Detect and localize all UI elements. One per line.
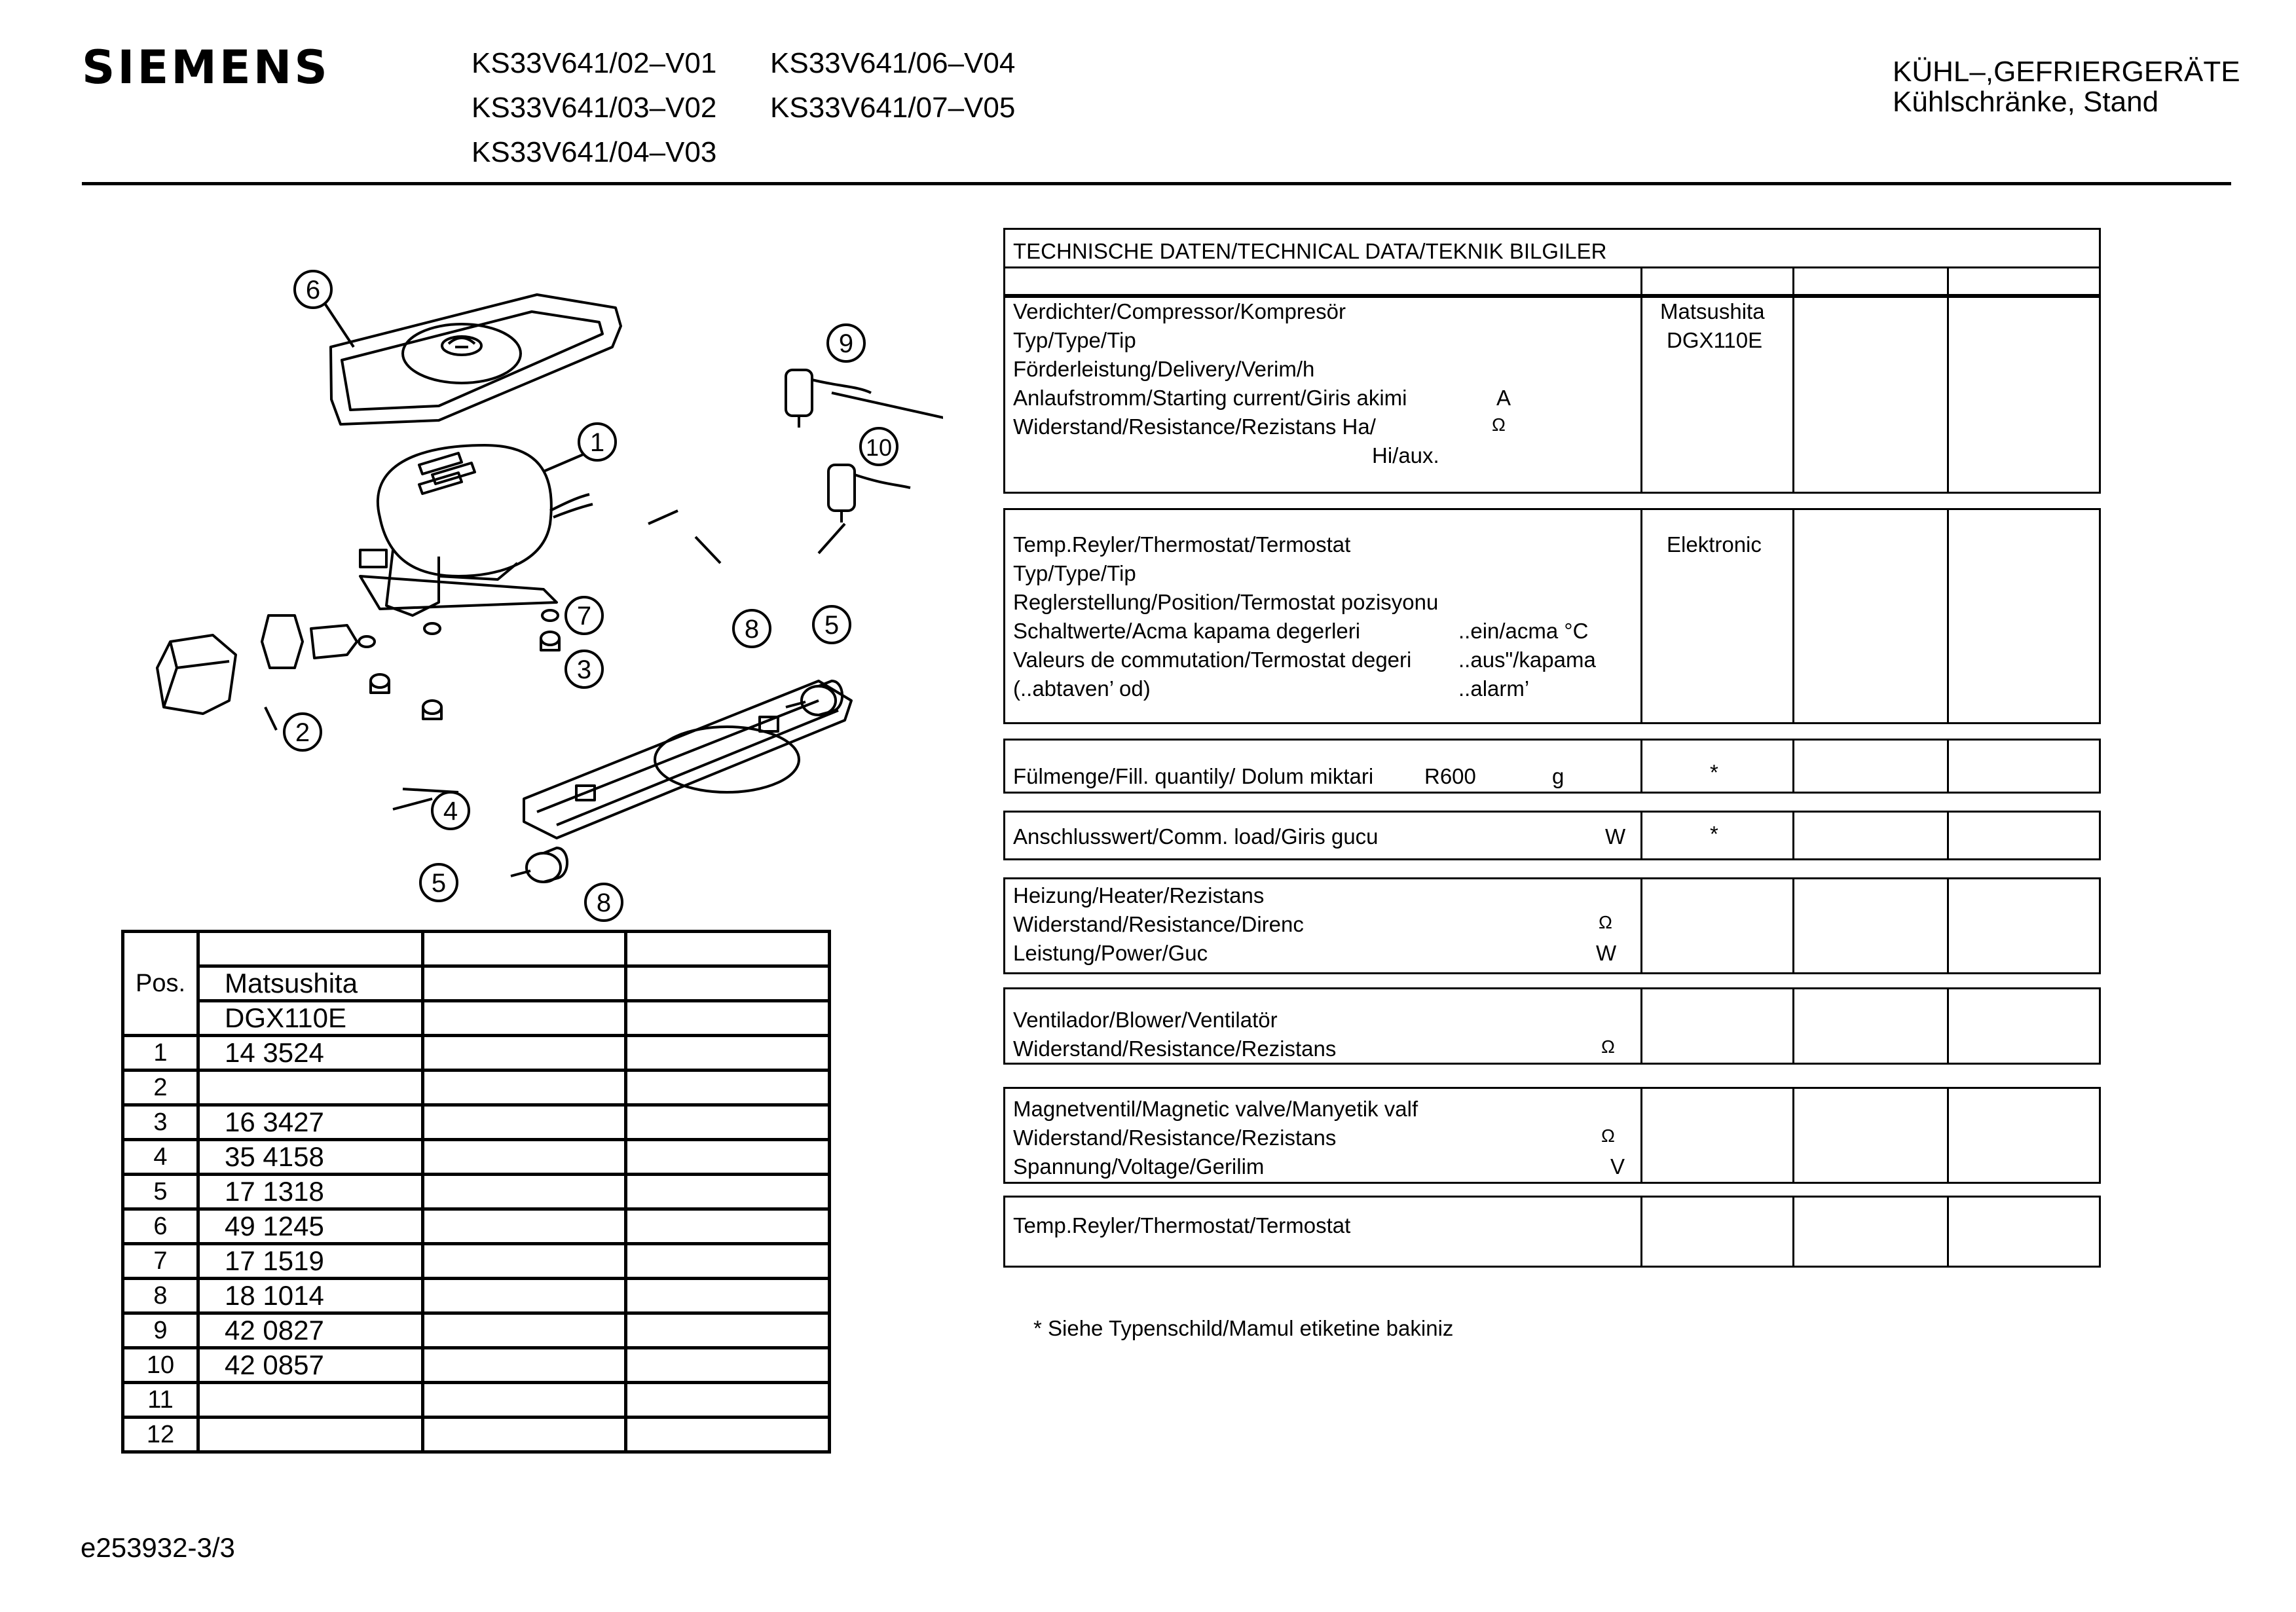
resistance-aux-label: Hi/aux. [1372,443,1439,467]
category-title: KÜHL–,GEFRIERGERÄTE [1893,56,2240,88]
callout-9 [828,325,864,361]
table-row: 8 18 1014 [123,1279,830,1313]
voltage-label: Spannung/Voltage/Gerilim [1013,1154,1265,1179]
unit-watt: W [1605,824,1626,849]
thermostat2-spec-block [1003,1196,2101,1268]
thermostat-spec-block [1003,508,2101,724]
compressor-label: Verdichter/Compressor/Kompresör [1013,299,1346,323]
parts-position-table [121,930,831,1454]
magnetic-valve-spec-block [1003,1087,2101,1184]
resistance-label: Widerstand/Resistance/Direnc [1013,912,1304,936]
heater-spec-block [1003,877,2101,974]
callout-5 [420,864,457,901]
on-suffix: ..ein/acma °C [1458,619,1589,643]
resistance-label: Widerstand/Resistance/Rezistans [1013,1036,1337,1061]
svg-text:4: 4 [443,797,458,826]
resistance-label: Widerstand/Resistance/Rezistans Ha/ [1013,414,1376,439]
svg-text:5: 5 [431,869,447,898]
table-row: 9 42 0827 [123,1313,830,1348]
unit-volt: V [1610,1154,1625,1179]
table-row: 10 42 0857 [123,1348,830,1383]
fill-quantity-block [1003,739,2101,794]
unit-ampere: A [1496,386,1511,410]
callout-10 [861,428,897,465]
table-row: 1 14 3524 [123,1036,830,1071]
table-row: 11 [123,1383,830,1418]
model-number: KS33V641/03–V02 [472,92,717,124]
comm-load-label: Anschlusswert/Comm. load/Giris gucu [1013,824,1379,849]
table-row: 6 49 1245 [123,1209,830,1244]
drip-tray-part [331,295,621,424]
comm-load-block [1003,811,2101,860]
svg-text:7: 7 [576,602,592,631]
comm-load-value: * [1710,822,1718,846]
alarm-suffix: ..alarm’ [1458,676,1530,701]
table-row: 3 16 3427 [123,1105,830,1140]
grommets-part [359,610,559,719]
callout-6 [295,271,331,308]
callout-1 [579,424,616,460]
compressor-brand-value: Matsushita [1660,299,1765,323]
blower-label: Ventilador/Blower/Ventilatör [1013,1008,1278,1032]
svg-text:8: 8 [596,888,612,917]
header-divider [82,182,2231,185]
thermostat-label: Temp.Reyler/Thermostat/Termostat [1013,1213,1351,1237]
callout-4 [432,792,469,829]
switch-values-label: Schaltwerte/Acma kapama degerleri [1013,619,1361,643]
pos-header: Pos. [123,932,198,1036]
model-number: KS33V641/02–V01 [472,47,717,79]
resistance-label: Widerstand/Resistance/Rezistans [1013,1126,1337,1150]
compressor-type-value: DGX110E [1667,328,1763,352]
type-plate-note: * Siehe Typenschild/Mamul etiketine bakiniz [1033,1316,1454,1340]
relay-cover-part [157,615,357,714]
compressor-spec-block [1003,296,2101,494]
magnetic-valve-label: Magnetventil/Magnetic valve/Manyetik valf [1013,1097,1418,1121]
unit-ohm: Ω [1599,912,1612,932]
svg-text:6: 6 [305,276,321,304]
unit-gram: g [1552,764,1565,788]
delivery-label: Förderleistung/Delivery/Verim/h [1013,357,1315,381]
off-suffix: ..aus"/kapama [1458,648,1596,672]
heater-label: Heizung/Heater/Rezistans [1013,883,1265,907]
category-subtitle: Kühlschränke, Stand [1893,86,2159,118]
table-row: 2 [123,1071,830,1105]
tech-data-title-box [1003,228,2101,268]
model-number: KS33V641/07–V05 [770,92,1016,124]
brand-logo: SIEMENS [82,41,330,94]
document-id: e253932-3/3 [81,1532,235,1563]
model-number: KS33V641/04–V03 [472,136,717,168]
fill-quantity-label: Fülmenge/Fill. quantily/ Dolum miktari [1013,764,1374,788]
table-row: 4 35 4158 [123,1140,830,1175]
type-label: Typ/Type/Tip [1013,561,1136,585]
unit-ohm: Ω [1601,1126,1615,1146]
thermostat-label: Temp.Reyler/Thermostat/Termostat [1013,532,1351,557]
unit-watt: W [1596,941,1617,965]
compressor-brand-header: Matsushita [198,966,423,1001]
blower-spec-block [1003,987,2101,1065]
compressor-type-header: DGX110E [198,1001,423,1036]
unit-ohm: Ω [1601,1036,1615,1057]
tech-data-column-header [1003,268,2101,296]
table-row: 12 [123,1418,830,1452]
refrigerant-type: R600 [1424,764,1476,788]
switch-values-fr-label: Valeurs de commutation/Termostat degeri [1013,648,1412,672]
svg-text:1: 1 [589,428,605,457]
callout-3 [566,651,602,687]
callout-7 [566,597,602,634]
abtaven-label: (..abtaven’ od) [1013,676,1151,701]
svg-text:3: 3 [576,655,592,684]
power-label: Leistung/Power/Guc [1013,941,1208,965]
tech-data-title: TECHNISCHE DATEN/TECHNICAL DATA/TEKNIK BILGILER [1013,239,1607,263]
table-row: 5 17 1318 [123,1175,830,1209]
svg-text:9: 9 [838,329,854,358]
type-label: Typ/Type/Tip [1013,328,1136,352]
callout-2 [284,714,321,750]
callout-8 [733,610,770,647]
svg-text:10: 10 [865,434,893,461]
compressor-part [360,445,593,615]
table-row: 7 17 1519 [123,1244,830,1279]
starting-current-label: Anlaufstromm/Starting current/Giris akimi [1013,386,1407,410]
position-label: Reglerstellung/Position/Termostat pozisyonu [1013,590,1439,614]
svg-text:8: 8 [744,615,760,644]
svg-text:5: 5 [824,611,840,640]
svg-text:2: 2 [295,718,310,747]
unit-ohm: Ω [1492,414,1506,435]
callout-5 [813,606,850,643]
compressor-exploded-diagram [131,249,943,930]
callout-8 [585,884,622,921]
fill-quantity-value: * [1710,760,1718,784]
thermostat-value: Elektronic [1667,532,1762,557]
model-number: KS33V641/06–V04 [770,47,1016,79]
